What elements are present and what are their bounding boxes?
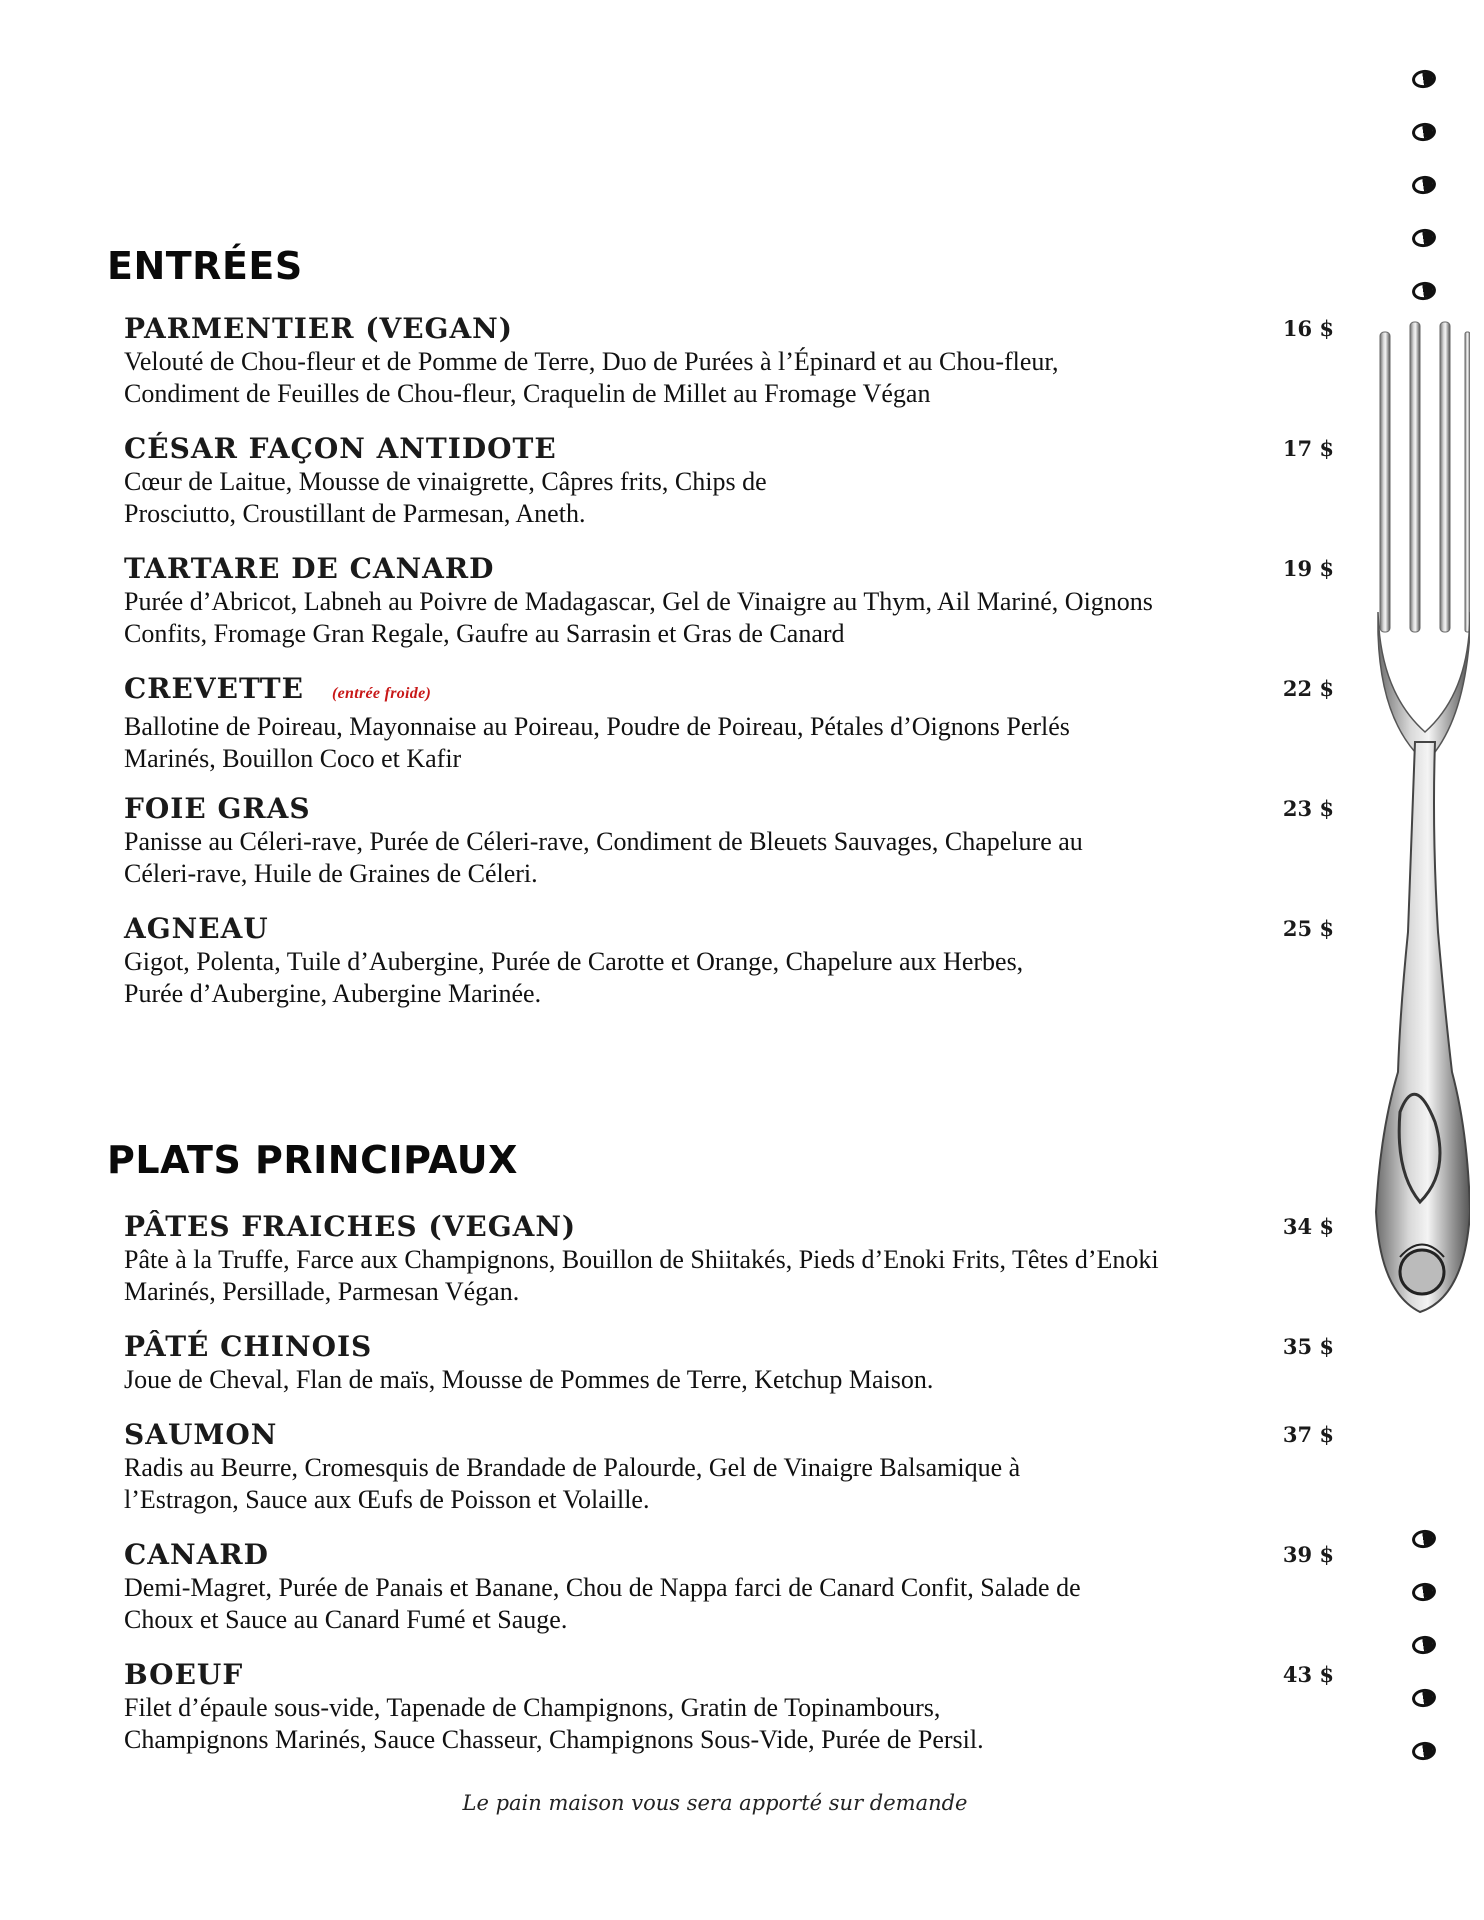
menu-item (124, 912, 1334, 1010)
item-price: 43 $ (1282, 1662, 1334, 1687)
binder-rings-bottom (1412, 1530, 1436, 1795)
item-desc-line: Purée d’Abricot, Labneh au Poivre de Madagascar, Gel de Vinaigre au Thym, Ail Mariné, Oignons (124, 587, 1153, 616)
item-desc-line: Champignons Marinés, Sauce Chasseur, Champignons Sous-Vide, Purée de Persil. (124, 1725, 984, 1754)
item-price: 35 $ (1282, 1334, 1334, 1359)
menu-item (124, 672, 1334, 775)
binder-ring-icon (1411, 121, 1437, 142)
item-desc-line: Marinés, Persillade, Parmesan Végan. (124, 1277, 520, 1306)
item-name: FOIE GRAS (124, 792, 311, 825)
footer-note: Le pain maison vous sera apporté sur demande (462, 1791, 968, 1815)
menu-item (124, 792, 1334, 890)
item-name: CANARD (124, 1538, 269, 1571)
item-price: 37 $ (1282, 1422, 1334, 1447)
item-price: 16 $ (1282, 316, 1334, 341)
item-name: PÂTÉ CHINOIS (124, 1330, 373, 1363)
item-name: CÉSAR FAÇON ANTIDOTE (124, 432, 557, 465)
item-desc-line: l’Estragon, Sauce aux Œufs de Poisson et Volaille. (124, 1485, 650, 1514)
binder-ring-icon (1411, 227, 1437, 248)
binder-ring-icon (1411, 68, 1437, 89)
item-desc-line: Céleri-rave, Huile de Graines de Céleri. (124, 859, 538, 888)
binder-ring-icon (1411, 1528, 1437, 1549)
item-name: TARTARE DE CANARD (124, 552, 495, 585)
item-name: SAUMON (124, 1418, 278, 1451)
binder-ring-icon (1411, 1634, 1437, 1655)
binder-ring-icon (1411, 1687, 1437, 1708)
item-desc-line: Marinés, Bouillon Coco et Kafir (124, 744, 462, 773)
item-desc-line: Radis au Beurre, Cromesquis de Brandade de Palourde, Gel de Vinaigre Balsamique à (124, 1453, 1021, 1482)
item-name: CREVETTE (124, 672, 304, 705)
entrees-title: ENTRÉES (107, 244, 303, 288)
binder-ring-icon (1411, 174, 1437, 195)
menu-item (124, 1418, 1334, 1516)
menu-item (124, 432, 1334, 530)
item-name: AGNEAU (124, 912, 269, 945)
binder-ring-icon (1411, 1740, 1437, 1761)
fork-illustration (1340, 312, 1470, 1512)
item-desc-line: Choux et Sauce au Canard Fumé et Sauge. (124, 1605, 568, 1634)
item-desc-line: Prosciutto, Croustillant de Parmesan, Aneth. (124, 499, 586, 528)
item-name: PÂTES FRAICHES (VEGAN) (124, 1210, 577, 1243)
menu-item (124, 552, 1334, 650)
item-desc-line: Cœur de Laitue, Mousse de vinaigrette, Câpres frits, Chips de (124, 467, 767, 496)
item-desc-line: Confits, Fromage Gran Regale, Gaufre au Sarrasin et Gras de Canard (124, 619, 845, 648)
menu-item (124, 1210, 1334, 1308)
menu-item (124, 312, 1334, 410)
item-price: 25 $ (1282, 916, 1334, 941)
binder-ring-icon (1411, 1581, 1437, 1602)
binder-rings-top (1412, 70, 1436, 335)
menu-item (124, 1538, 1334, 1636)
item-price: 22 $ (1282, 676, 1334, 701)
item-desc-line: Pâte à la Truffe, Farce aux Champignons, Bouillon de Shiitakés, Pieds d’Enoki Frits, Têtes d’Enoki (124, 1245, 1159, 1274)
item-price: 17 $ (1282, 436, 1334, 461)
item-name: PARMENTIER (VEGAN) (124, 312, 514, 345)
item-desc-line: Joue de Cheval, Flan de maïs, Mousse de Pommes de Terre, Ketchup Maison. (124, 1365, 934, 1394)
item-price: 34 $ (1282, 1214, 1334, 1239)
menu-item (124, 1658, 1334, 1756)
item-desc-line: Velouté de Chou-fleur et de Pomme de Terre, Duo de Purées à l’Épinard et au Chou-fleur, (124, 347, 1059, 376)
item-desc-line: Filet d’épaule sous-vide, Tapenade de Champignons, Gratin de Topinambours, (124, 1693, 941, 1722)
item-price: 19 $ (1282, 556, 1334, 581)
item-note: (entrée froide) (331, 685, 432, 702)
item-name: BOEUF (124, 1658, 244, 1691)
item-desc-line: Ballotine de Poireau, Mayonnaise au Poireau, Poudre de Poireau, Pétales d’Oignons Perlés (124, 712, 1070, 741)
plats-title: PLATS PRINCIPAUX (107, 1138, 518, 1182)
item-price: 39 $ (1282, 1542, 1334, 1567)
item-desc-line: Gigot, Polenta, Tuile d’Aubergine, Purée de Carotte et Orange, Chapelure aux Herbes, (124, 947, 1024, 976)
item-desc-line: Condiment de Feuilles de Chou-fleur, Craquelin de Millet au Fromage Végan (124, 379, 931, 408)
binder-ring-icon (1411, 280, 1437, 301)
menu-item (124, 1330, 1334, 1396)
item-price: 23 $ (1282, 796, 1334, 821)
item-desc-line: Demi-Magret, Purée de Panais et Banane, Chou de Nappa farci de Canard Confit, Salade de (124, 1573, 1081, 1602)
item-desc-line: Purée d’Aubergine, Aubergine Marinée. (124, 979, 542, 1008)
item-desc-line: Panisse au Céleri-rave, Purée de Céleri-rave, Condiment de Bleuets Sauvages, Chapelure au (124, 827, 1083, 856)
